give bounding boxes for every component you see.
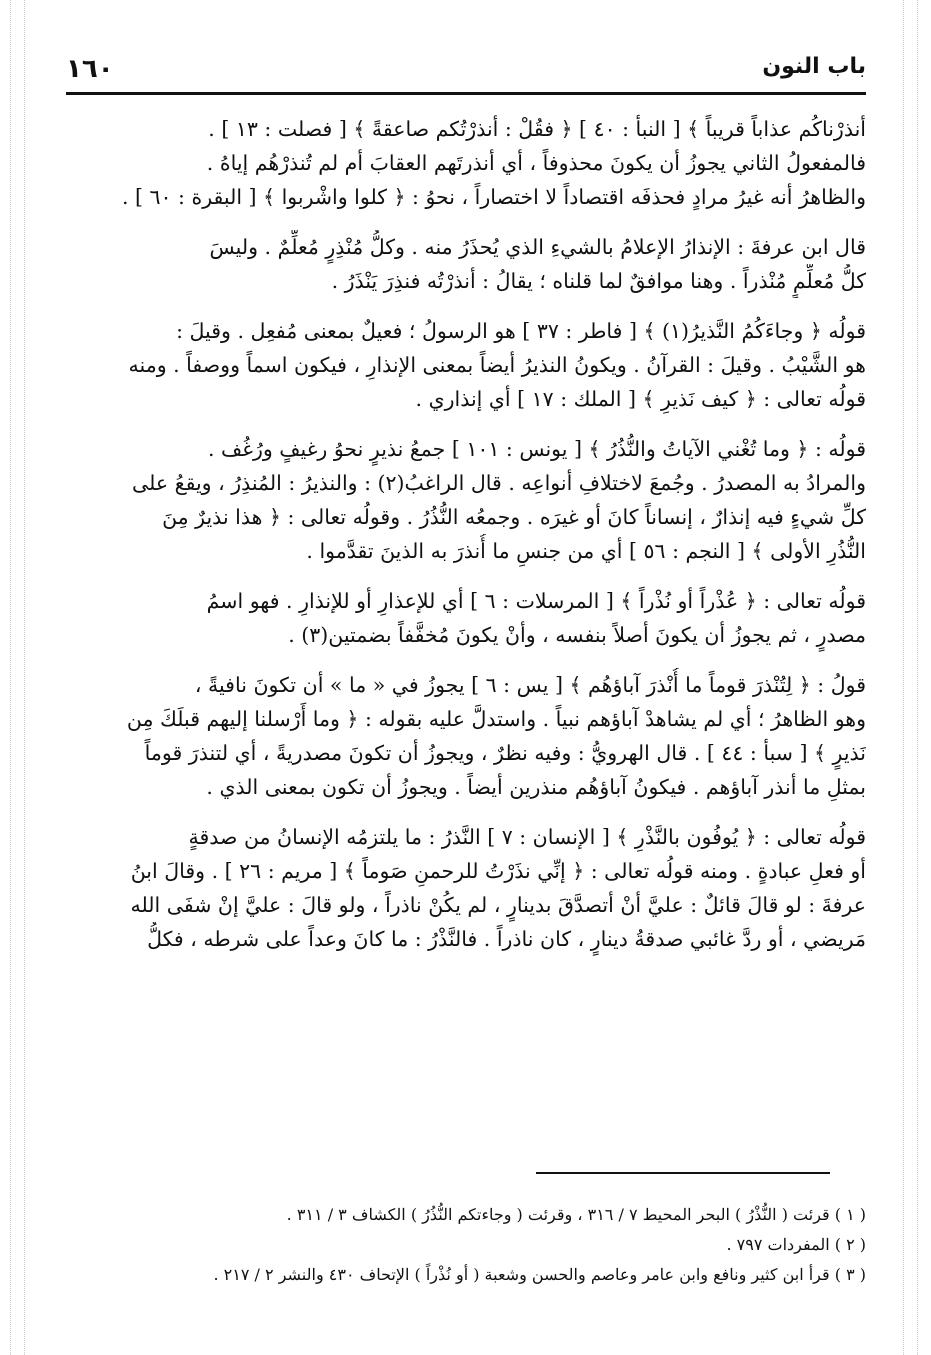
text-line: أو فعلِ عبادةٍ . ومنه قولُه تعالى : ﴿ إنِّي نذَرْتُ للرحمنِ صَوماً ﴾ [ مريم : ٢٦ ] . وقالَ ابنُ bbox=[130, 859, 866, 883]
paragraph bbox=[66, 820, 866, 956]
page-number: ١٦٠ bbox=[66, 54, 114, 84]
text-line: بمثلِ ما أنذر آباؤهم . فيكونُ آباؤهُم منذرين أيضاً . ويجوزُ أن تكون بمعنى الذي . bbox=[206, 775, 866, 799]
paragraph bbox=[66, 230, 866, 298]
paragraph bbox=[66, 668, 866, 804]
text-line: قولُ : ﴿ لِتُنْذرَ قوماً ما أُنْذرَ آباؤهُم ﴾ [ يس : ٦ ] يجوزُ في « ما » أن تكونَ نافيةً ، bbox=[194, 673, 866, 697]
text-line: قولُه ﴿ وجاءَكُمُ النَّذيرُ(١) ﴾ [ فاطر : ٣٧ ] هو الرسولُ ؛ فعيلٌ بمعنى مُفعِل . وقيلَ : bbox=[176, 319, 866, 343]
paragraph bbox=[66, 314, 866, 416]
page-header bbox=[66, 50, 866, 92]
footnote: ( ١ ) قرئت ( النُّذْرُ ) البحر المحيط ٧ / ٣١٦ ، وقرئت ( وجاءتكم النُّذُرُ ) الكشاف ٣ / ٣١١ . bbox=[286, 1205, 866, 1224]
text-line: فالمفعولُ الثاني يجوزُ أن يكونَ محذوفاً ، أي أنذرتَهم العقابَ أم لم تُنذرْهُم إياهُ . bbox=[206, 151, 866, 175]
footnote: ( ٢ ) المفردات ٧٩٧ . bbox=[726, 1235, 866, 1254]
text-line: عرفةَ : لو قالَ قائلٌ : عليَّ أنْ أتصدَّقَ بدينارٍ ، لم يكُنْ ناذراً ، ولو قالَ : عليَّ إنْ شفَى الله bbox=[130, 893, 866, 917]
text-line: نَذيرٍ ﴾ [ سبأ : ٤٤ ] . قال الهرويُّ : وفيه نظرٌ ، ويجوزُ أن تكونَ مصدريةً ، أي لتنذرَ قوماً bbox=[144, 741, 866, 765]
text-line: قولُه تعالى : ﴿ يُوفُون بالنَّذْرِ ﴾ [ الإنسان : ٧ ] النَّذرُ : ما يلتزمُه الإنسانُ من صدقةٍ bbox=[188, 825, 866, 849]
footnotes bbox=[66, 1200, 866, 1290]
paragraph bbox=[66, 432, 866, 568]
text-line: النُّذُرِ الأولى ﴾ [ النجم : ٥٦ ] أي من جنسِ ما أُنذرَ به الذينَ تقدَّموا . bbox=[306, 539, 866, 563]
paragraph bbox=[66, 112, 866, 214]
text-line: والمرادُ به المصدرُ . وجُمعَ لاختلافِ أنواعِه . قال الراغبُ(٢) : والنذيرُ : المُنذِرُ ، ويقعُ على bbox=[132, 471, 866, 495]
footnote-rule bbox=[536, 1172, 830, 1174]
text-line: مَريضي ، أو ردَّ غائبي صدقةُ دينارٍ ، كان ناذراً . فالنَّذْرُ : ما كانَ وعداً على شرطه ، فكلُّ bbox=[147, 927, 866, 951]
text-line: كلُّ مُعلِّمٍ مُنْذراً . وهنا موافقٌ لما قلناه ؛ يقالُ : أنذرْتُه فنذِرَ يَنْذَرُ . bbox=[331, 269, 866, 293]
text-line: قولُه تعالى : ﴿ كيف نَذيرِ ﴾ [ الملك : ١٧ ] أي إنذاري . bbox=[415, 387, 866, 411]
footnote: ( ٣ ) قرأ ابن كثير ونافع وابن عامر وعاصم والحسن وشعبة ( أو نُذْراً ) الإتحاف ٤٣٠ والنشر ٢ / ٢١٧ . bbox=[213, 1265, 866, 1284]
text-line: قولُه : ﴿ وما تُغْني الآياتُ والنُّذُرُ ﴾ [ يونس : ١٠١ ] جمعُ نذيرٍ نحوُ رغيفٍ ورُغُف . bbox=[208, 437, 866, 461]
text-line: كلِّ شيءٍ فيه إنذارٌ ، إنساناً كانَ أو غيرَه . وجمعُه النُّذُرُ . وقولُه تعالى : ﴿ هذا نذيرٌ مِنَ bbox=[162, 505, 866, 529]
scan-margin-line bbox=[24, 0, 25, 1355]
text-line: قال ابن عرفةَ : الإنذارُ الإعلامُ بالشيءِ الذي يُحذَرُ منه . وكلُّ مُنْذِرٍ مُعلِّمٌ . وليسَ bbox=[209, 235, 866, 259]
scan-margin-line bbox=[903, 0, 904, 1355]
text-line: مصدرٍ ، ثم يجوزُ أن يكونَ أصلاً بنفسه ، وأنْ يكونَ مُخفَّفاً بضمتين(٣) . bbox=[288, 623, 866, 647]
running-head: باب النون bbox=[762, 54, 866, 79]
main-text bbox=[66, 112, 866, 972]
text-line: وهو الظاهرُ ؛ أي لم يشاهدْ آباؤهم نبياً . واستدلَّ عليه بقوله : ﴿ وما أَرْسلنا إليهم قبلَكَ مِن bbox=[126, 707, 866, 731]
header-rule bbox=[66, 92, 866, 95]
scan-margin-line bbox=[10, 0, 11, 1355]
text-line: والظاهرُ أنه غيرُ مرادٍ فحذفَه اقتصاداً لا اختصاراً ، نحوُ : ﴿ كلوا واشْربوا ﴾ [ البقرة : ٦٠ ] . bbox=[121, 185, 866, 209]
scan-margin-line bbox=[917, 0, 918, 1355]
text-line: هو الشَّيْبُ . وقيلَ : القرآنُ . ويكونُ النذيرُ أيضاً بمعنى الإنذارِ ، فيكون اسماً ووصفاً . ومنه bbox=[128, 353, 866, 377]
text-line: قولُه تعالى : ﴿ عُذْراً أو نُذْراً ﴾ [ المرسلات : ٦ ] أي للإعذارِ أو للإنذارِ . فهو اسمُ bbox=[206, 589, 866, 613]
paragraph bbox=[66, 584, 866, 652]
text-line: أنذرْناكُم عذاباً قريباً ﴾ [ النبأ : ٤٠ ] ﴿ فقُلْ : أنذرْتُكم صاعقةً ﴾ [ فصلت : ١٣ ] . bbox=[208, 117, 866, 141]
